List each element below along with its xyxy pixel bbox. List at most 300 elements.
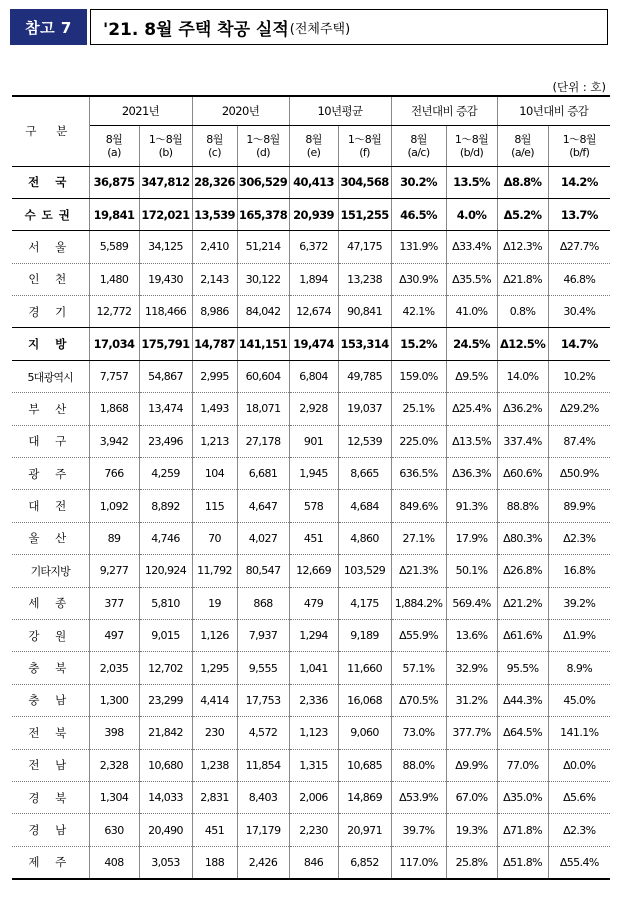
value-cell: 11,792 [192,555,237,587]
value-cell: 14,869 [338,781,391,813]
value-cell: 42.1% [391,296,446,328]
value-cell: 9,015 [139,619,192,651]
value-cell: 117.0% [391,846,446,878]
value-cell: 17,753 [237,684,289,716]
value-cell: 0.8% [497,296,548,328]
sub-header-code: (b/f) [569,145,590,159]
value-cell: 6,681 [237,458,289,490]
value-cell: 46.5% [391,198,446,230]
sub-header [548,125,610,166]
category-header: 구 분 [12,96,89,166]
value-cell: Δ9.9% [446,749,497,781]
value-cell: 16.8% [548,555,610,587]
value-cell: Δ36.3% [446,458,497,490]
value-cell: Δ44.3% [497,684,548,716]
value-cell: 47,175 [338,231,391,263]
value-cell: 104 [192,458,237,490]
value-cell: 1,041 [289,652,338,684]
group-header-row [12,96,610,125]
value-cell: Δ27.7% [548,231,610,263]
table-row [12,781,610,813]
value-cell: Δ50.9% [548,458,610,490]
value-cell: 230 [192,717,237,749]
sub-header-period: 1～8월 [246,132,280,146]
value-cell: Δ12.3% [497,231,548,263]
value-cell: Δ61.6% [497,619,548,651]
value-cell: Δ2.3% [548,814,610,846]
row-label: 경 기 [12,296,89,328]
value-cell: 4,860 [338,522,391,554]
value-cell: 84,042 [237,296,289,328]
value-cell: 80,547 [237,555,289,587]
value-cell: 20,490 [139,814,192,846]
sub-header-period: 1～8월 [562,132,596,146]
sub-header-code: (e) [306,145,321,159]
value-cell: 306,529 [237,166,289,198]
group-header: 2020년 [192,96,289,125]
value-cell: 7,757 [89,360,139,392]
row-label: 대 구 [12,425,89,457]
value-cell: 9,060 [338,717,391,749]
value-cell: Δ0.0% [548,749,610,781]
sub-header-code: (a/c) [407,145,430,159]
value-cell: 12,669 [289,555,338,587]
sub-header-code: (c) [208,145,221,159]
value-cell: 5,810 [139,587,192,619]
value-cell: 115 [192,490,237,522]
row-label: 충 북 [12,652,89,684]
value-cell: 11,660 [338,652,391,684]
sub-header-period: 8월 [410,132,427,146]
value-cell: 6,852 [338,846,391,878]
sub-header-code: (b/d) [459,145,484,159]
value-cell: 19,037 [338,393,391,425]
value-cell: 88.8% [497,490,548,522]
value-cell: 41.0% [446,296,497,328]
value-cell: Δ5.6% [548,781,610,813]
value-cell: 1,300 [89,684,139,716]
value-cell: Δ33.4% [446,231,497,263]
value-cell: 1,213 [192,425,237,457]
table-row [12,749,610,781]
value-cell: Δ29.2% [548,393,610,425]
value-cell: 175,791 [139,328,192,360]
value-cell: 2,831 [192,781,237,813]
row-label: 경 남 [12,814,89,846]
value-cell: 1,868 [89,393,139,425]
table-body [12,166,610,879]
value-cell: 73.0% [391,717,446,749]
value-cell: 1,123 [289,717,338,749]
value-cell: 1,315 [289,749,338,781]
value-cell: 2,995 [192,360,237,392]
value-cell: Δ35.0% [497,781,548,813]
value-cell: 30.2% [391,166,446,198]
row-label: 인 천 [12,263,89,295]
value-cell: Δ2.3% [548,522,610,554]
sub-header-code: (b) [158,145,173,159]
value-cell: 6,804 [289,360,338,392]
table-row [12,166,610,198]
value-cell: Δ13.5% [446,425,497,457]
value-cell: 12,539 [338,425,391,457]
value-cell: 901 [289,425,338,457]
value-cell: 398 [89,717,139,749]
sub-header-period: 1～8월 [454,132,489,146]
value-cell: 2,410 [192,231,237,263]
value-cell: 31.2% [446,684,497,716]
value-cell: Δ1.9% [548,619,610,651]
value-cell: 630 [89,814,139,846]
value-cell: Δ64.5% [497,717,548,749]
value-cell: 51,214 [237,231,289,263]
sub-header-row [12,125,610,166]
row-label: 광 주 [12,458,89,490]
value-cell: 141.1% [548,717,610,749]
value-cell: 13.6% [446,619,497,651]
value-cell: Δ55.4% [548,846,610,878]
value-cell: 766 [89,458,139,490]
value-cell: Δ35.5% [446,263,497,295]
table-row [12,393,610,425]
value-cell: Δ80.3% [497,522,548,554]
value-cell: 17,034 [89,328,139,360]
value-cell: 28,326 [192,166,237,198]
value-cell: Δ21.2% [497,587,548,619]
row-label: 5대광역시 [12,360,89,392]
value-cell: 8,892 [139,490,192,522]
value-cell: 4,572 [237,717,289,749]
sub-header [391,125,446,166]
value-cell: 18,071 [237,393,289,425]
sub-header [338,125,391,166]
table-row [12,814,610,846]
title-box [90,9,608,45]
value-cell: Δ71.8% [497,814,548,846]
table-row [12,360,610,392]
value-cell: 408 [89,846,139,878]
value-cell: Δ9.5% [446,360,497,392]
sub-header [139,125,192,166]
sub-header-period: 8월 [206,132,223,146]
sub-header [89,125,139,166]
value-cell: 347,812 [139,166,192,198]
value-cell: 39.7% [391,814,446,846]
value-cell: Δ60.6% [497,458,548,490]
value-cell: 27.1% [391,522,446,554]
row-label: 기타지방 [12,555,89,587]
table-row [12,684,610,716]
value-cell: 14,033 [139,781,192,813]
row-label: 부 산 [12,393,89,425]
sub-header-code: (f) [359,145,370,159]
sub-header [289,125,338,166]
value-cell: 1,092 [89,490,139,522]
value-cell: 6,372 [289,231,338,263]
value-cell: 1,945 [289,458,338,490]
value-cell: 49,785 [338,360,391,392]
value-cell: 2,006 [289,781,338,813]
sub-header [446,125,497,166]
value-cell: 19,430 [139,263,192,295]
value-cell: 4,259 [139,458,192,490]
row-label: 충 남 [12,684,89,716]
value-cell: 77.0% [497,749,548,781]
value-cell: Δ12.5% [497,328,548,360]
group-header: 10년대비 증감 [497,96,610,125]
table-row [12,522,610,554]
table-row [12,717,610,749]
value-cell: 9,555 [237,652,289,684]
table-row [12,328,610,360]
value-cell: 9,189 [338,619,391,651]
row-label: 전 남 [12,749,89,781]
value-cell: 569.4% [446,587,497,619]
table-row [12,846,610,878]
value-cell: 39.2% [548,587,610,619]
value-cell: 14.0% [497,360,548,392]
value-cell: 4,027 [237,522,289,554]
value-cell: 23,496 [139,425,192,457]
value-cell: 70 [192,522,237,554]
value-cell: 9,277 [89,555,139,587]
value-cell: 846 [289,846,338,878]
document-header [10,9,608,45]
value-cell: 14,787 [192,328,237,360]
value-cell: 1,480 [89,263,139,295]
value-cell: 89 [89,522,139,554]
group-header: 전년대비 증감 [391,96,497,125]
value-cell: 2,426 [237,846,289,878]
row-label: 경 북 [12,781,89,813]
value-cell: 23,299 [139,684,192,716]
housing-starts-table [12,95,610,880]
group-header: 2021년 [89,96,192,125]
value-cell: 12,702 [139,652,192,684]
document-subtitle: (전체주택) [289,21,351,37]
value-cell: 118,466 [139,296,192,328]
table-row [12,425,610,457]
table-row [12,458,610,490]
row-label: 세 종 [12,587,89,619]
value-cell: Δ55.9% [391,619,446,651]
value-cell: 95.5% [497,652,548,684]
value-cell: 151,255 [338,198,391,230]
unit-label: (단위 : 호) [552,80,606,94]
value-cell: 636.5% [391,458,446,490]
value-cell: 8,665 [338,458,391,490]
value-cell: 57.1% [391,652,446,684]
table-row [12,587,610,619]
value-cell: 225.0% [391,425,446,457]
value-cell: 17.9% [446,522,497,554]
value-cell: 103,529 [338,555,391,587]
value-cell: 5,589 [89,231,139,263]
value-cell: 40,413 [289,166,338,198]
value-cell: 4.0% [446,198,497,230]
row-label: 대 전 [12,490,89,522]
value-cell: 304,568 [338,166,391,198]
row-label: 전 국 [12,166,89,198]
value-cell: Δ30.9% [391,263,446,295]
value-cell: 90,841 [338,296,391,328]
value-cell: 30,122 [237,263,289,295]
table-row [12,231,610,263]
value-cell: 20,971 [338,814,391,846]
value-cell: 451 [192,814,237,846]
value-cell: 578 [289,490,338,522]
sub-header-period: 1～8월 [148,132,183,146]
group-header: 10년평균 [289,96,391,125]
value-cell: 10,685 [338,749,391,781]
sub-header-period: 8월 [305,132,322,146]
sub-header-code: (a) [107,145,121,159]
value-cell: 24.5% [446,328,497,360]
value-cell: 60,604 [237,360,289,392]
row-label: 서 울 [12,231,89,263]
value-cell: 188 [192,846,237,878]
document-title: '21. 8월 주택 착공 실적 [103,19,289,40]
value-cell: 1,294 [289,619,338,651]
value-cell: 1,304 [89,781,139,813]
value-cell: 131.9% [391,231,446,263]
value-cell: 4,746 [139,522,192,554]
value-cell: 1,295 [192,652,237,684]
value-cell: 34,125 [139,231,192,263]
value-cell: 3,942 [89,425,139,457]
value-cell: Δ21.8% [497,263,548,295]
value-cell: 479 [289,587,338,619]
table-row [12,652,610,684]
value-cell: 1,884.2% [391,587,446,619]
row-label: 수도권 [12,198,89,230]
value-cell: 45.0% [548,684,610,716]
row-label: 강 원 [12,619,89,651]
value-cell: 10,680 [139,749,192,781]
table-row [12,198,610,230]
value-cell: 19 [192,587,237,619]
value-cell: 2,035 [89,652,139,684]
value-cell: 19.3% [446,814,497,846]
value-cell: 14.2% [548,166,610,198]
value-cell: 13,474 [139,393,192,425]
row-label: 지 방 [12,328,89,360]
value-cell: Δ5.2% [497,198,548,230]
value-cell: 46.8% [548,263,610,295]
sub-header-period: 8월 [514,132,531,146]
value-cell: 2,328 [89,749,139,781]
value-cell: 4,647 [237,490,289,522]
value-cell: 1,894 [289,263,338,295]
value-cell: 21,842 [139,717,192,749]
value-cell: 1,238 [192,749,237,781]
sub-header-period: 8월 [105,132,123,146]
value-cell: 2,143 [192,263,237,295]
value-cell: Δ21.3% [391,555,446,587]
value-cell: 27,178 [237,425,289,457]
value-cell: 91.3% [446,490,497,522]
table-row [12,263,610,295]
value-cell: 451 [289,522,338,554]
value-cell: 159.0% [391,360,446,392]
value-cell: 165,378 [237,198,289,230]
value-cell: 88.0% [391,749,446,781]
value-cell: 32.9% [446,652,497,684]
value-cell: 849.6% [391,490,446,522]
value-cell: Δ26.8% [497,555,548,587]
value-cell: Δ25.4% [446,393,497,425]
table-row [12,619,610,651]
row-label: 전 북 [12,717,89,749]
value-cell: 120,924 [139,555,192,587]
value-cell: 13,539 [192,198,237,230]
value-cell: 2,336 [289,684,338,716]
value-cell: Δ70.5% [391,684,446,716]
value-cell: 8.9% [548,652,610,684]
value-cell: 377 [89,587,139,619]
reference-badge: 참고 7 [10,9,87,45]
sub-header [192,125,237,166]
sub-header-period: 1～8월 [347,132,382,146]
value-cell: 7,937 [237,619,289,651]
value-cell: 36,875 [89,166,139,198]
value-cell: 8,986 [192,296,237,328]
value-cell: 4,175 [338,587,391,619]
value-cell: 19,474 [289,328,338,360]
value-cell: 337.4% [497,425,548,457]
value-cell: 497 [89,619,139,651]
value-cell: 141,151 [237,328,289,360]
value-cell: 868 [237,587,289,619]
value-cell: 11,854 [237,749,289,781]
row-label: 제 주 [12,846,89,878]
sub-header-code: (d) [256,145,270,159]
value-cell: 13.7% [548,198,610,230]
value-cell: 25.1% [391,393,446,425]
value-cell: 2,230 [289,814,338,846]
row-label: 울 산 [12,522,89,554]
value-cell: 10.2% [548,360,610,392]
value-cell: 13.5% [446,166,497,198]
value-cell: Δ51.8% [497,846,548,878]
value-cell: 8,403 [237,781,289,813]
value-cell: 172,021 [139,198,192,230]
value-cell: 16,068 [338,684,391,716]
sub-header [497,125,548,166]
value-cell: 3,053 [139,846,192,878]
value-cell: 25.8% [446,846,497,878]
value-cell: 19,841 [89,198,139,230]
sub-header [237,125,289,166]
value-cell: 377.7% [446,717,497,749]
value-cell: 15.2% [391,328,446,360]
value-cell: 153,314 [338,328,391,360]
value-cell: 4,684 [338,490,391,522]
table-row [12,490,610,522]
value-cell: 14.7% [548,328,610,360]
value-cell: 12,674 [289,296,338,328]
value-cell: Δ53.9% [391,781,446,813]
value-cell: 4,414 [192,684,237,716]
table-row [12,555,610,587]
value-cell: 2,928 [289,393,338,425]
table-row [12,296,610,328]
value-cell: 50.1% [446,555,497,587]
sub-header-code: (a/e) [511,145,534,159]
value-cell: 30.4% [548,296,610,328]
value-cell: Δ36.2% [497,393,548,425]
value-cell: 54,867 [139,360,192,392]
